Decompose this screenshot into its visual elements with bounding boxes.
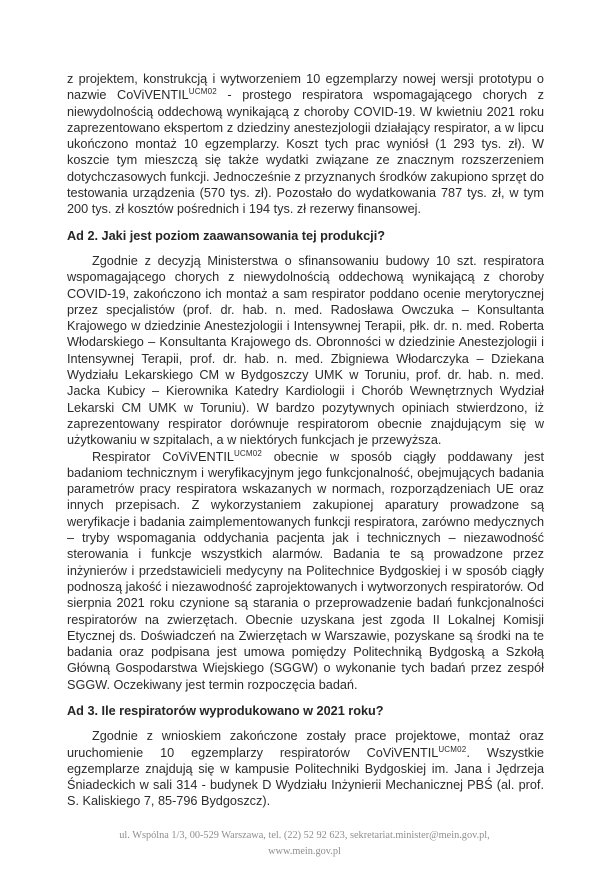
- intro-text-1: z projektem, konstrukcją i wytworzeniem 10 egzemplarzy nowej wersji prototypu o nazwie CoViVENTIL: [67, 72, 544, 103]
- page-footer: [0, 828, 609, 859]
- ad2-p2-text-1: Respirator CoViVENTIL: [92, 449, 234, 464]
- ad3-p1-text-1: Zgodnie z wnioskiem zakończone zostały prace projektowe, montaż oraz uruchomienie 10 egzemplarzy respiratorów CoViVENTIL: [67, 729, 544, 760]
- section-ad3-heading: Ad 3. Ile respiratorów wyprodukowano w 2021 roku?: [67, 703, 384, 718]
- ad2-p2-text-2: obecnie w sposób ciągły poddawany jest badaniom technicznym i weryfikacyjnym jego funkcjonalność, obejmujących badania parametrów pracy respiratora wskazanych w normach, rozporządzeniach UE oraz innych przepisach. Z wykorzystaniem zakupionej aparatury prowadzone są weryfikacje i badania zaimplementowanych funkcji respiratora, zarówno medycznych – tryby wspomagania oddychania pacjenta jak i technicznych – niezawodność sterowania i funkcje wszystkich alarmów. Badania te są prowadzone przez inżynierów i przedstawicieli medycyny na Politechnice Bydgoskiej i w sposób ciągły podnoszą jakość i niezawodność zaprojektowanych i wytworzonych respiratorów. Od sierpnia 2021 roku czynione są starania o przeprowadzenie badań funkcjonalności respiratorów na zwierzętach. Obecnie uzyskana jest zgoda II Lokalnej Komisji Etycznej ds. Doświadczeń na Zwierzętach w Warszawie, pozyskane są środki na te badania oraz podpisana jest umowa pomiędzy Politechniką Bydgoską a Szkołą Główną Gospodarstwa Wiejskiego (SGGW) o wykonanie tych badań przez zespół SGGW. Oczekiwany jest termin rozpoczęcia badań.: [67, 449, 544, 692]
- document-body: [67, 71, 544, 810]
- ad2-paragraph-1: Zgodnie z decyzją Ministerstwa o sfinansowaniu budowy 10 szt. respiratora wspomagającego chorych z niewydolnością oddechową wynikającą z choroby COVID-19, zakończono ich montaż a sam respirator poddano ocenie merytorycznej przez specjalistów (prof. dr. hab. n. med. Radosława Owczuka – Konsultanta Krajowego w dziedzinie Anestezjologii i Intensywnej Terapii, płk. dr. n. med. Roberta Włodarskiego – Konsultanta Krajowego ds. Obronności w dziedzinie Anestezjologii i Intensywnej Terapii, prof. dr. hab. n. med. Zbigniewa Włodarczyka – Dziekana Wydziału Lekarskiego CM w Bydgoszczy UMK w Toruniu, prof. dr. hab. n. med. Jacka Kubicy – Kierownika Katedry Kardiologii i Chorób Wewnętrznych Wydział Lekarski CM UMK w Toruniu). W bardzo pozytywnych opiniach stwierdzono, iż zaprezentowany respirator dorównuje respiratorom obecnie znajdującym się w użytkowaniu w szpitalach, a w niektórych funkcjach je przewyższa.: [67, 253, 544, 448]
- ad2-paragraph-2: [67, 449, 544, 693]
- ad3-paragraph-1: [67, 728, 544, 809]
- ad3-p1-text-2: . Wszystkie egzemplarze znajdują się w kampusie Politechniki Bydgoskiej im. Jana i Jędrzeja Śniadeckich w sali 314 - budynek D Wydziału Inżynierii Mechanicznej PBŚ (al. prof. S. Kaliskiego 7, 85-796 Bydgoszcz).: [67, 745, 544, 809]
- section-ad2-heading: Ad 2. Jaki jest poziom zaawansowania tej produkcji?: [67, 228, 385, 243]
- intro-text-2: - prostego respiratora wspomagającego chorych z niewydolnością oddechową wynikającą z choroby COVID-19. W kwietniu 2021 roku zaprezentowano ekspertom z dziedziny anestezjologii działający respirator, a w lipcu ukończono montaż 10 egzemplarzy. Koszt tych prac wyniósł (1 293 tys. zł). W koszcie tym mieszczą się także wydatki związane ze znacznym rozszerzeniem dotychczasowych funkcji. Jednocześnie z przyznanych środków zakupiono sprzęt do testowania urządzenia (570 tys. zł). Pozostało do wydatkowania 787 tys. zł, w tym 200 tys. zł kosztów pośrednich i 194 tys. zł rezerwy finansowej.: [67, 88, 544, 217]
- product-superscript: UCM02: [188, 87, 217, 97]
- product-superscript: UCM02: [233, 448, 263, 458]
- product-superscript: UCM02: [438, 744, 467, 754]
- footer-website-line: www.mein.gov.pl: [268, 845, 341, 857]
- intro-paragraph: [67, 71, 544, 218]
- footer-address-line: ul. Wspólna 1/3, 00-529 Warszawa, tel. (22) 52 92 623, sekretariat.minister@mein.gov.pl,: [119, 830, 490, 841]
